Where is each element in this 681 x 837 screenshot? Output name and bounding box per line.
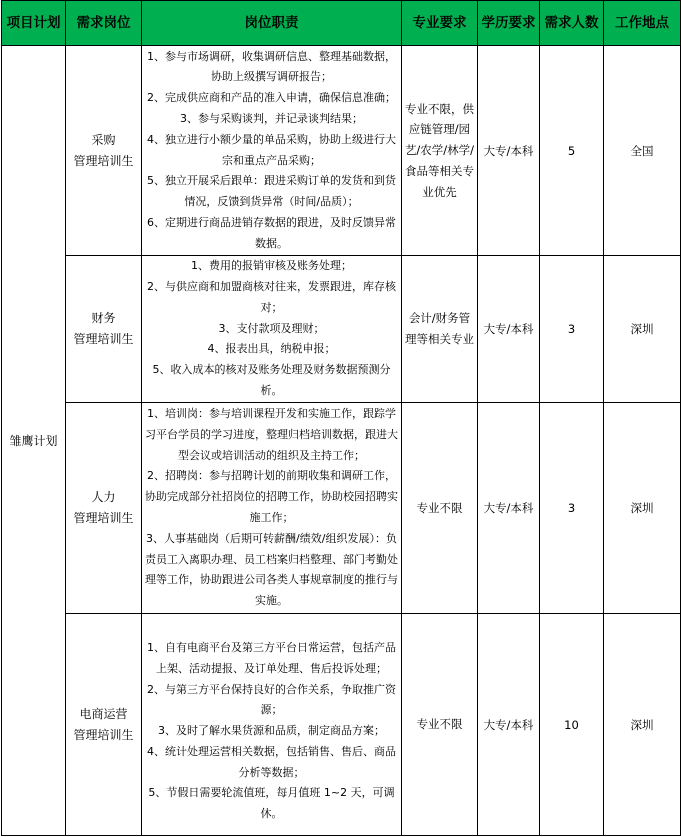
major-line: 应链管理/园 [408, 122, 471, 137]
duty-item: 2、与第三方平台保持良好的合作关系，争取推广资源； [147, 682, 396, 717]
header-position: 需求岗位 [66, 1, 142, 46]
table-row [2, 614, 681, 836]
duty-item: 2、与供应商和加盟商核对往来，发票跟进，库存核对； [147, 280, 396, 314]
major-line: 业优先 [422, 184, 457, 199]
position-cell [66, 614, 142, 836]
position-cell [66, 256, 142, 403]
major-cell [402, 614, 478, 836]
major-line: 专业不限 [416, 717, 463, 732]
duty-item: 3、支付款项及理财； [218, 321, 325, 335]
position-line: 管理培训生 [73, 332, 134, 346]
location-cell: 深圳 [604, 403, 681, 614]
position-line: 财务 [91, 311, 116, 325]
major-cell [402, 403, 478, 614]
count-cell: 3 [540, 403, 604, 614]
position-cell [66, 46, 142, 256]
major-line: 专业不限 [416, 500, 463, 515]
count-cell: 10 [540, 614, 604, 836]
table-row [2, 256, 681, 403]
location-cell: 全国 [604, 46, 681, 256]
position-line: 管理培训生 [73, 727, 134, 742]
duty-item: 4、报表出具，纳税申报； [207, 342, 336, 356]
major-cell [402, 256, 478, 403]
plan-name: 雏鹰计划 [2, 46, 66, 836]
position-cell [66, 403, 142, 614]
header-education: 学历要求 [478, 1, 540, 46]
duties-cell [142, 46, 402, 256]
duty-item: 4、统计处理运营相关数据，包括销售、售后、商品分析等数据； [147, 744, 396, 779]
major-line: 食品等相关专 [405, 163, 474, 178]
position-line: 人力 [91, 490, 116, 504]
education-cell: 大专/本科 [478, 46, 540, 256]
duty-item: 3、及时了解水果货源和品质，制定商品方案； [158, 724, 385, 738]
education-cell: 大专/本科 [478, 614, 540, 836]
education-cell: 大专/本科 [478, 403, 540, 614]
duty-item: 1、费用的报销审核及账务处理； [191, 259, 352, 273]
header-location: 工作地点 [604, 1, 681, 46]
duty-item: 2、招聘岗：参与招聘计划的前期收集和调研工作，协助完成部分社招岗位的招聘工作，协助校园招聘实施工作； [145, 469, 398, 524]
position-line: 管理培训生 [73, 153, 134, 168]
duty-item: 1、培训岗：参与培训课程开发和实施工作，跟踪学习平台学员的学习进度，整理归档培训数据，跟进大型会议或培训活动的组织及主持工作； [145, 407, 398, 462]
count-cell: 5 [540, 46, 604, 256]
duty-item: 2、完成供应商和产品的准入申请，确保信息准确； [147, 91, 396, 105]
duty-item: 5、独立开展采后跟单：跟进采购订单的发货和到货情况，反馈到货异常（时间/品质）； [147, 174, 396, 209]
count-cell: 3 [540, 256, 604, 403]
position-line: 电商运营 [79, 706, 128, 721]
location-cell: 深圳 [604, 614, 681, 836]
duty-item: 3、人事基础岗（后期可转薪酬/绩效/组织发展）：负责员工入离职办理、员工档案归档整理、部门考勤处理等工作，协助跟进公司各类人事规章制度的推行与实施。 [145, 531, 398, 608]
major-cell [402, 46, 478, 256]
position-line: 管理培训生 [73, 511, 134, 525]
major-line: 专业不限，供 [405, 101, 474, 116]
duty-item: 3、参与采购谈判，并记录谈判结果； [180, 111, 363, 125]
location-cell: 深圳 [604, 256, 681, 403]
duty-item: 5、收入成本的核对及账务处理及财务数据预测分析。 [152, 363, 391, 397]
major-line: 会计/财务管 [408, 311, 471, 326]
header-major: 专业要求 [402, 1, 478, 46]
major-line: 理等相关专业 [405, 332, 474, 346]
duty-item: 6、定期进行商品进销存数据的跟进，及时反馈异常数据。 [147, 215, 396, 250]
header-row [2, 1, 681, 46]
header-count: 需求人数 [540, 1, 604, 46]
duty-item: 1、自有电商平台及第三方平台日常运营，包括产品上架、活动提报、及订单处理、售后投诉处理； [147, 640, 396, 675]
position-line: 采购 [91, 132, 116, 147]
duties-cell [142, 256, 402, 403]
duties-cell [142, 614, 402, 836]
major-line: 艺/农学/林学/ [404, 143, 475, 158]
table-row [2, 403, 681, 614]
education-cell: 大专/本科 [478, 256, 540, 403]
header-plan: 项目计划 [2, 1, 66, 46]
duties-cell [142, 403, 402, 614]
table-row [2, 46, 681, 256]
duty-item: 1、参与市场调研，收集调研信息、整理基础数据，协助上级撰写调研报告； [147, 49, 396, 84]
duty-item: 5、节假日需要轮流值班，每月值班 1~2 天，可调休。 [148, 786, 395, 821]
job-table [1, 0, 681, 836]
header-duties: 岗位职责 [142, 1, 402, 46]
duty-item: 4、独立进行小额少量的单品采购，协助上级进行大宗和重点产品采购； [147, 132, 396, 167]
